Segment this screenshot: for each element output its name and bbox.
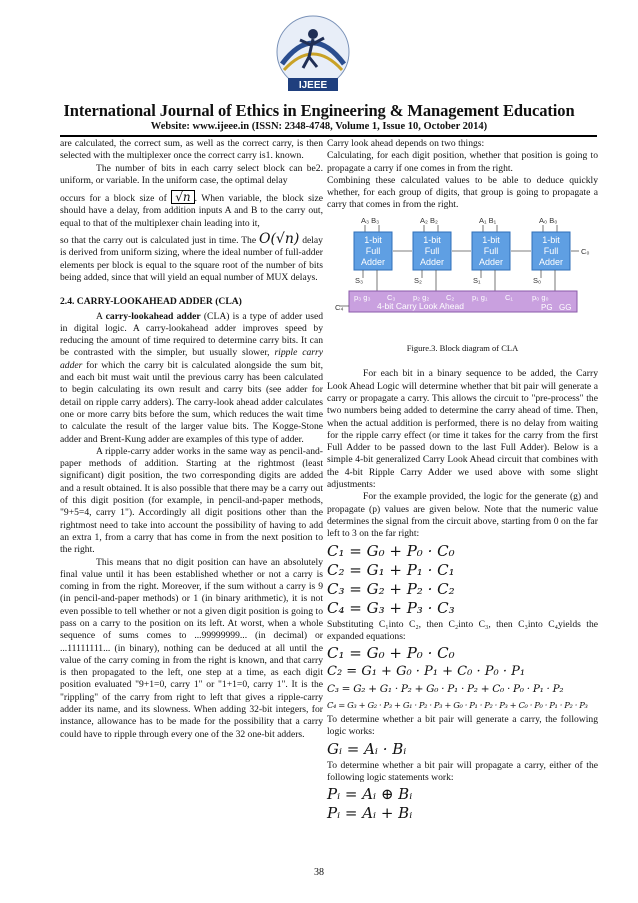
section-heading: 2.4. CARRY-LOOKAHEAD ADDER (CLA) — [60, 296, 242, 308]
expanded-equation-1: C₁ = G₀ + P₀ · C₀ — [327, 644, 455, 663]
adder-1-line2: Full — [483, 245, 499, 256]
adder-3-line2: Full — [365, 245, 381, 256]
adder-1-line3: Adder — [478, 256, 504, 267]
subst-c: C₂, then — [408, 618, 444, 630]
left-paragraph-5 — [60, 311, 323, 446]
input-label-1: A₁ B₁ — [479, 215, 497, 225]
left-paragraph-1: are calculated, the correct sum, as well as the correct carry, is then selected with the multiplexer once the correct carry is1. known. — [60, 138, 323, 162]
pg-label-0: p₀ g₀ — [532, 292, 549, 302]
left-paragraph-2: The number of bits in each carry select block can be2. uniform, or variable. In the uniform case, the optimal delay — [60, 162, 323, 186]
sum-label-0: S₀ — [533, 275, 542, 285]
adder-3-line1: 1-bit — [364, 234, 382, 245]
pg-output-label: PG — [541, 302, 553, 312]
adder-2-line2: Full — [424, 245, 440, 256]
carry-out-label: C₄ — [335, 302, 344, 312]
subst-a: Substituting — [327, 618, 374, 630]
left-paragraph-6: A ripple-carry adder works in the same way as pencil-and-paper methods of addition. Starting at the rightmost (least significant) digit position, the two corresponding digits are added and a result obtained. It is also possible that there may be a carry out of this digit position (for example, in pencil-and-paper methods, "9+5=4, carry 1"). Accordingly all digit positions other than the rightmost need to take into account the possibility of having to add an extra 1, from a carry that has come in from the next position to the right. — [60, 445, 323, 556]
right-paragraph-4: For each bit in a binary sequence to be added, the Carry Look Ahead Logic will determine whether that bit pair will generate a carry or propagate a carry. This allows the circuit to "pre-process" the two numbers being added to determine the carry ahead of time. Then, when the actual addition is performed, there is no delay from waiting for the ripple carry effect (or time it takes for the carry from the first Full Adder to be passed down to the last Full Adder). Below is a simple 4-bit generalized Carry Look Ahead circuit that combines with the 4-bit Ripple Carry Adder we used above with some slight adjustments: — [327, 368, 598, 491]
logo-text: IJEEE — [298, 80, 328, 91]
adder-0-line2: Full — [543, 245, 559, 256]
cla-block-diagram — [327, 216, 598, 332]
expanded-equation-4: C₄ = G₃ + G₂ · P₃ + G₁ · P₂ · P₃ + G₀ · P₁ · P₂ · P₃ + C₀ · P₀ · P₁ · P₂ · P₃ — [327, 700, 588, 711]
adder-1-line1: 1-bit — [482, 234, 500, 245]
header-rule — [60, 135, 597, 137]
left-paragraph-7: This means that no digit position can have an absolutely final value until it has been established whether or not a carry is coming in from the right. Moreover, if the sum without a carry is 9 (in pencil-and-paper methods) or 1 (in binary arithmetic), it is not even possible to tell whether or not a given digit position is going to pass on a carry to the position on its left. At worst, when a whole sequence of sums comes to ...99999999... (in decimal) or ...11111111... (in binary), nothing can be deduced at all until the value of the carry coming in from the right is known, and that carry is then propagated to the left, one step at a time, as each digit position evaluated "9+1=0, carry 1" or "1+1=0, carry 1". It is the "rippling" of the carry from right to left that gives a ripple-carry adder its name, and its slowness. When adding 32-bit integers, for instance, allowance has to be made for the possibility that a carry could have to ripple through every one of the 32 one-bit adders. — [60, 556, 323, 740]
pg-label-1: p₁ g₁ — [472, 292, 488, 302]
adder-0-line3: Adder — [538, 256, 564, 267]
carry-label-2: C₂ — [446, 292, 455, 302]
generate-text: To determine whether a bit pair will generate a carry, the following logic works: — [327, 714, 598, 738]
left-column — [60, 138, 323, 741]
adder-3-line3: Adder — [360, 256, 386, 267]
text-ripple-desc: for which the carry bit is calculated alongside the sum bit, and each bit must wait until the previous carry has been calculated to begin calculating its own result and carry bits (see adder for detail on ripple carry adders). The carry-look ahead adder calculates one or more carry bits before the sum, which reduces the wait time to calculate the result of the larger value bits. The Kogge-Stone adder and Brent-Kung adder are examples of this type of adder. — [60, 359, 323, 445]
right-paragraph-5: For the example provided, the logic for the generate (g) and propagate (p) values are given below. Note that the numeric value determines the signal from the circuit above, starting from 0 on the far left to 3 on the far right: — [327, 491, 598, 540]
input-label-0: A₀ B₀ — [539, 215, 558, 225]
propagate-text: To determine whether a bit pair will propagate a carry, either of the following logic statements work: — [327, 759, 598, 784]
term-cla: carry-lookahead adder — [105, 310, 201, 322]
adder-2-line1: 1-bit — [423, 234, 441, 245]
propagate-equation-1: Pᵢ = Aᵢ ⊕ Bᵢ — [327, 785, 413, 804]
text-a: A — [96, 310, 103, 322]
text-carry-out: so that the carry out is calculated just in time. The — [60, 235, 257, 247]
journal-title: International Journal of Ethics in Engineering & Management Education — [63, 101, 575, 120]
carry-label-1: C₁ — [505, 292, 513, 302]
page-number: 38 — [314, 867, 324, 878]
input-label-3: A₃ B₃ — [361, 215, 380, 225]
subst-b: C₁into — [378, 618, 404, 630]
sqrt-n-formula: √n — [171, 190, 194, 204]
text-variable-case: . When variable, the block size should have a delay, from addition inputs A and B to the carry out, equal to that of the multiplexer chain leading into it, — [60, 193, 323, 229]
right-paragraph-3: Combining these calculated values to be able to deduce quickly whether, for each group of digits, that group is going to propagate a carry that comes in from the right. — [327, 174, 598, 211]
pg-label-3: p₃ g₃ — [354, 292, 371, 302]
input-label-2: A₂ B₂ — [420, 215, 438, 225]
propagate-equation-2: Pᵢ = Aᵢ + Bᵢ — [327, 804, 413, 823]
expanded-equation-2: C₂ = G₁ + G₀ · P₁ + C₀ · P₀ · P₁ — [327, 664, 526, 680]
subst-g: C₄yields the expanded equations: — [327, 618, 599, 642]
carry-equation-2: C₂ = G₁ + P₁ · C₁ — [327, 560, 455, 579]
left-paragraph-4 — [60, 233, 323, 284]
text-block-size: occurs for a block size of — [60, 193, 167, 205]
carry-label-3: C₃ — [387, 292, 396, 302]
text-cla-desc: (CLA) is a type of adder used in digital logic. A carry-lookahead adder improves speed by reducing the amount of time required to determine carry bits. It can be contrasted with the simpler, but usually slower, — [60, 310, 323, 359]
pg-label-2: p₂ g₂ — [413, 292, 430, 302]
gg-output-label: GG — [559, 302, 572, 312]
right-column — [327, 138, 598, 824]
carry-in-label: C₀ — [581, 246, 590, 256]
right-paragraph-1: Carry look ahead depends on two things: — [327, 138, 485, 149]
sum-label-1: S₁ — [473, 275, 481, 285]
carry-equation-4: C₄ = G₃ + P₃ · C₃ — [327, 598, 455, 617]
journal-logo — [254, 12, 372, 98]
left-paragraph-3 — [60, 190, 323, 230]
subst-f: C₃into — [518, 618, 543, 630]
text-delay-derived: delay is derived from uniform sizing, where the ideal number of full-adder elements per block is equal to the square root of the number of bits being added, since that will yield an equal number of MUX delays. — [60, 235, 323, 283]
big-o-formula: O(√n) — [258, 231, 300, 248]
subst-e: C₃, then — [478, 618, 513, 630]
right-paragraph-2: Calculating, for each digit position, whether that position is going to propagate a carry if one comes in from the right. — [327, 150, 598, 174]
subst-d: C₂into — [448, 618, 474, 630]
adder-2-line3: Adder — [419, 256, 445, 267]
figure-caption: Figure.3. Block diagram of CLA — [406, 343, 519, 354]
adder-0-line1: 1-bit — [542, 234, 560, 245]
cla-label: 4-bit Carry Look Ahead — [377, 300, 464, 311]
generate-equation: Gᵢ = Aᵢ · Bᵢ — [327, 739, 407, 758]
sum-label-3: S₃ — [355, 275, 364, 285]
expanded-equation-3: C₃ = G₂ + G₁ · P₂ + G₀ · P₁ · P₂ + C₀ · P₀ · P₁ · P₂ — [327, 683, 564, 696]
carry-equation-1: C₁ = G₀ + P₀ · C₀ — [327, 541, 455, 560]
term-ripple: ripple carry adder — [60, 347, 323, 371]
sum-label-2: S₂ — [414, 275, 422, 285]
journal-subtitle: Website: www.ijeee.in (ISSN: 2348-4748, Volume 1, Issue 10, October 2014) — [150, 121, 488, 132]
substitution-text — [327, 619, 598, 644]
carry-equation-3: C₃ = G₂ + P₂ · C₂ — [327, 579, 455, 598]
